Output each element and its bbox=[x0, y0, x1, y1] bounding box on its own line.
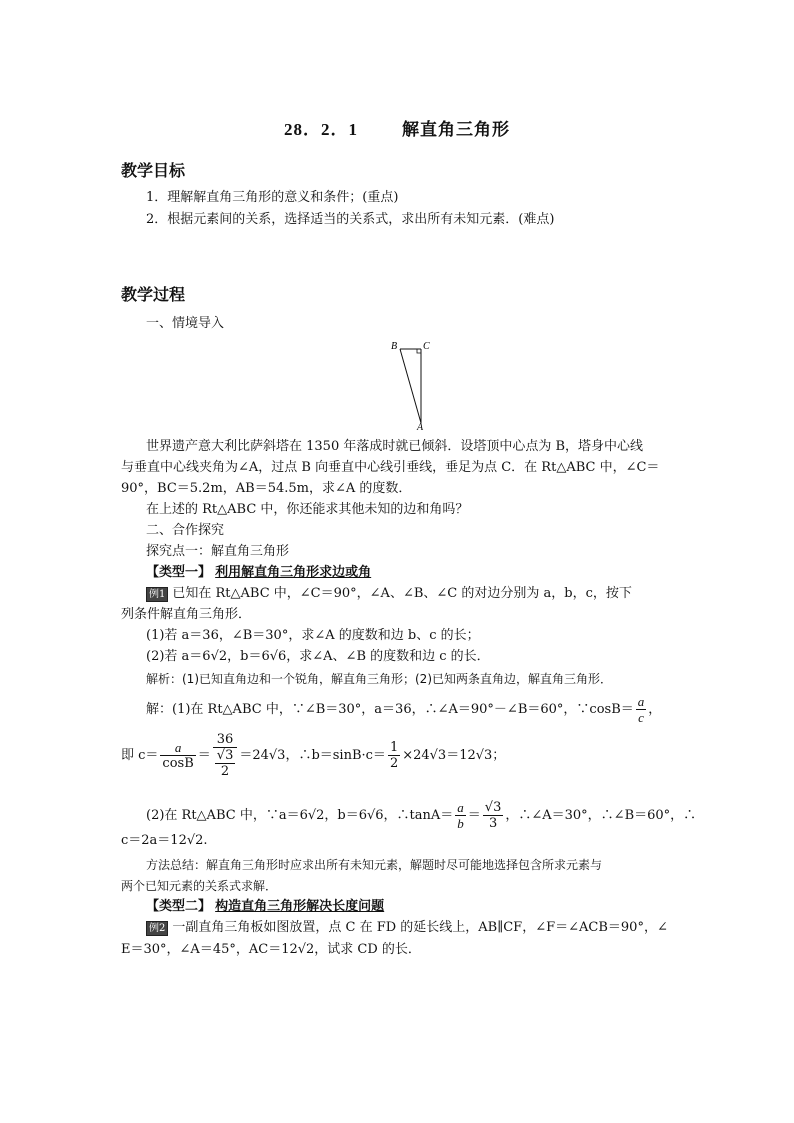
type-2-title: 构造直角三角形解决长度问题 bbox=[215, 899, 385, 914]
label-a: A bbox=[417, 422, 424, 431]
type-1-tag: 【类型一】 bbox=[146, 565, 212, 580]
analysis-text: 解析：(1)已知直角边和一个锐角，解直角三角形；(2)已知两条直角边，解直角三角形． bbox=[146, 672, 612, 686]
solution-1-text: 解：(1)在 Rt△ABC 中，∵∠B＝30°，a＝36，∴∠A＝90°－∠B＝60°，∵cosB＝ bbox=[146, 702, 634, 717]
title-text: 解直角三角形 bbox=[402, 120, 510, 140]
fraction-36-over-root3-half: $\frac{36}{\frac{√3}{2}}$ bbox=[213, 732, 238, 779]
example-2-text: 一副直角三角板如图放置，点 C 在 FD 的延长线上，AB∥CF，∠F＝∠ACB＝90°，∠ bbox=[172, 920, 668, 935]
fraction-a-over-c: $\frac{a}{c}$ bbox=[637, 694, 645, 725]
fraction-a-over-b: $\frac{a}{b}$ bbox=[457, 800, 464, 831]
segment-ba bbox=[400, 349, 421, 423]
page-title bbox=[0, 115, 794, 140]
example-1-line-2: 列条件解直角三角形． bbox=[121, 607, 252, 622]
objective-item-1: 1．理解解直角三角形的意义和条件；(重点) bbox=[146, 190, 399, 205]
example-1-text: 已知在 Rt△ABC 中，∠C＝90°，∠A、∠B、∠C 的对边分别为 a，b，c，按下 bbox=[172, 586, 632, 601]
label-c: C bbox=[423, 341, 430, 352]
right-angle-mark bbox=[417, 349, 421, 353]
intro-line-2: 与垂直中心线夹角为∠A，过点 B 向垂直中心线引垂线，垂足为点 C．在 Rt△ABC 中，∠C＝ bbox=[121, 460, 660, 475]
fraction-a-over-cosb: $\frac{a}{\cos B}$ bbox=[162, 740, 194, 771]
objectives-heading: 教学目标 bbox=[121, 161, 186, 180]
example-1-badge: 例1 bbox=[146, 587, 168, 602]
type-2-tag: 【类型二】 bbox=[146, 899, 212, 914]
section-1-heading: 一、情境导入 bbox=[146, 316, 225, 331]
method-summary-line-1: 方法总结：解直角三角形时应求出所有未知元素，解题时尽可能地选择包含所求元素与 bbox=[146, 858, 603, 872]
intro-line-4: 在上述的 Rt△ABC 中，你还能求其他未知的边和角吗？ bbox=[146, 502, 469, 517]
example-2-line-2: E＝30°，∠A＝45°，AC＝12√2，试求 CD 的长． bbox=[121, 942, 421, 957]
example-1-question-2: (2)若 a＝6√2，b＝6√6，求∠A、∠B 的度数和边 c 的长． bbox=[146, 649, 490, 664]
section-2-heading: 二、合作探究 bbox=[146, 523, 225, 538]
type-1-title: 利用解直角三角形求边或角 bbox=[215, 565, 372, 580]
type-1-heading bbox=[146, 563, 371, 583]
solution-2-line-1: (2)在 Rt△ABC 中，∵a＝6√2，b＝6√6，∴tanA＝ $\frac{a}{b}$ ＝ $\frac{√3}{3}$ ，∴∠A＝30°，∴∠B＝60°，∴ bbox=[146, 800, 697, 831]
process-heading: 教学过程 bbox=[121, 285, 186, 304]
fraction-root3-over-3: $\frac{√3}{3}$ bbox=[484, 800, 502, 831]
method-summary-line-2: 两个已知元素的关系式求解． bbox=[121, 879, 278, 893]
example-1-line-1 bbox=[146, 584, 632, 604]
example-2-badge: 例2 bbox=[146, 921, 168, 936]
title-number: 28．2．1 bbox=[284, 120, 358, 139]
fraction-one-half: $\frac{1}{2}$ bbox=[389, 740, 399, 771]
intro-line-1: 世界遗产意大利比萨斜塔在 1350 年落成时就已倾斜．设塔顶中心点为 B，塔身中心线 bbox=[146, 439, 644, 454]
leaning-tower-triangle-figure bbox=[385, 337, 435, 431]
example-2-line-1 bbox=[146, 918, 668, 938]
solution-1-line-1: 解：(1)在 Rt△ABC 中，∵∠B＝30°，a＝36，∴∠A＝90°－∠B＝60°，∵cosB＝ $\frac{a}{c}$ ， bbox=[146, 694, 662, 725]
solution-2-line-2: c＝2a＝12√2. bbox=[121, 833, 208, 848]
label-b: B bbox=[391, 341, 398, 352]
solution-1-line-2: 即 c＝ $\frac{a}{\cos B}$ ＝ $\frac{36}{\frac{√3}{2}}$ ＝24√3，∴b＝sinB·c＝ $\frac{1}{2}$ ×24√3＝12√3； bbox=[121, 732, 506, 779]
objective-item-2: 2．根据元素间的关系，选择适当的关系式，求出所有未知元素．(难点) bbox=[146, 212, 555, 227]
explore-point-1: 探究点一：解直角三角形 bbox=[146, 544, 290, 559]
type-2-heading bbox=[146, 897, 384, 917]
intro-line-3: 90°，BC＝5.2m，AB＝54.5m，求∠A 的度数． bbox=[121, 481, 412, 496]
example-1-question-1: (1)若 a＝36，∠B＝30°，求∠A 的度数和边 b、c 的长； bbox=[146, 628, 480, 643]
